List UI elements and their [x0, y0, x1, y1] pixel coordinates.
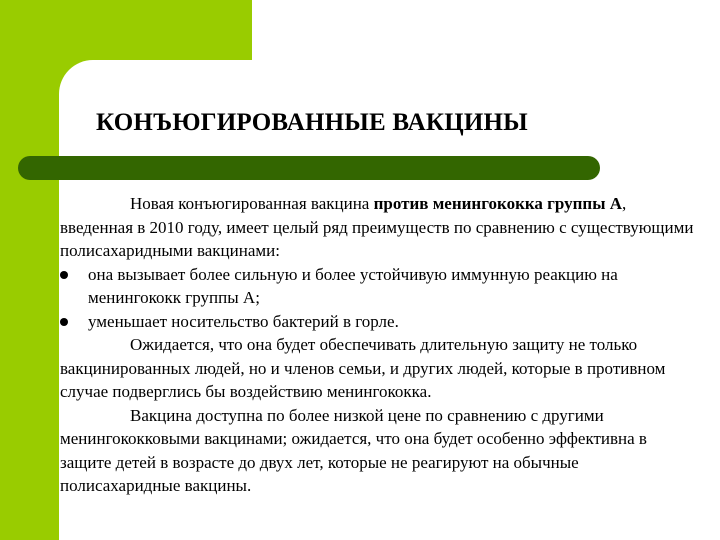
- bullet-text: она вызывает более сильную и более устойчивую иммунную реакцию на менингококк группы А;: [88, 264, 618, 307]
- bullet-dot-icon: [60, 271, 68, 279]
- title-underline-bar: [18, 156, 600, 180]
- intro-paragraph: [60, 192, 700, 263]
- slide-body: [60, 192, 700, 498]
- protection-paragraph: Ожидается, что она будет обеспечивать длительную защиту не только вакцинированных людей, но и членов семьи, и других людей, которые в противном случае подверглись бы воздействию менингококка.: [60, 335, 666, 401]
- bullet-item-2: [60, 310, 700, 334]
- intro-bold-text: против менингококка группы А: [373, 194, 623, 213]
- availability-paragraph: Вакцина доступна по более низкой цене по сравнению с другими менингококковыми вакцинами; ожидается, что она будет особенно эффективна в защите детей в возрасте до двух лет, которые не реагируют на обычные полисахаридные вакцины.: [60, 405, 647, 495]
- intro-text-end: , введенная в 2010 году, имеет целый ряд преимуществ по сравнению с существующими полисахаридными вакцинами:: [60, 194, 694, 260]
- bullet-text: уменьшает носительство бактерий в горле.: [88, 311, 399, 331]
- slide-title: КОНЪЮГИРОВАННЫЕ ВАКЦИНЫ: [96, 109, 528, 136]
- bullet-dot-icon: [60, 318, 68, 326]
- bullet-item-1: [60, 263, 700, 310]
- intro-text-start: Новая конъюгированная вакцина: [130, 194, 374, 213]
